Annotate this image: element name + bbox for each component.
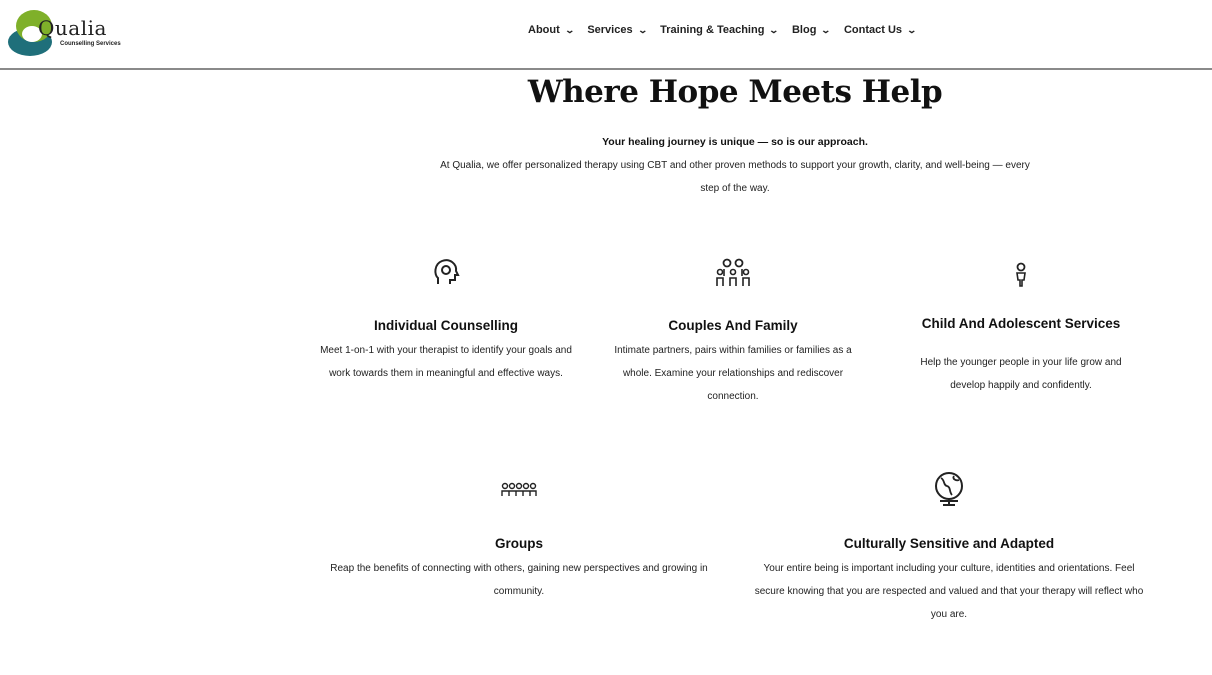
service-card-groups[interactable]: [318, 480, 720, 603]
chevron-down-icon: ⌄: [637, 24, 648, 35]
globe-icon: [932, 470, 966, 506]
service-title: Individual Counselling: [373, 318, 518, 333]
nav-label: Contact Us: [843, 24, 903, 36]
nav-label: Services: [587, 24, 633, 36]
nav-services[interactable]: [587, 24, 646, 36]
service-card-couples-family[interactable]: [602, 256, 864, 408]
main-nav: [528, 24, 916, 36]
logo-subtext: Counselling Services: [60, 41, 121, 47]
site-header: [0, 0, 1212, 70]
nav-about[interactable]: [528, 24, 573, 36]
family-icon: [715, 256, 751, 288]
hero-description: At Qualia, we offer personalized therapy using CBT and other proven methods to support your growth, clarity, and well-being — every step of the way.: [440, 160, 1030, 194]
chevron-down-icon: ⌄: [768, 24, 780, 35]
child-icon: [1014, 262, 1028, 288]
service-title: Couples And Family: [668, 318, 798, 333]
group-icon: [501, 480, 537, 498]
service-card-individual[interactable]: [316, 256, 576, 385]
logo-text: Qualia: [38, 16, 107, 40]
service-description: Meet 1-on-1 with your therapist to identify your goals and work towards them in meaningful and effective ways.: [320, 345, 572, 379]
service-description: Reap the benefits of connecting with others, gaining new perspectives and growing in community.: [330, 563, 708, 597]
service-description: Intimate partners, pairs within families or families as a whole. Examine your relationships and rediscover connection.: [614, 345, 852, 402]
chevron-down-icon: ⌄: [820, 24, 832, 35]
nav-label: Blog: [791, 24, 817, 36]
service-title: Culturally Sensitive and Adapted: [843, 536, 1055, 551]
nav-label: Training & Teaching: [660, 24, 765, 36]
nav-label: About: [528, 24, 560, 36]
nav-contact-us[interactable]: [844, 24, 916, 36]
nav-training-teaching[interactable]: [660, 24, 778, 36]
page-title: Where Hope Meets Help: [527, 74, 943, 110]
service-title: Child And Adolescent Services: [921, 316, 1121, 331]
hero-subtitle: Your healing journey is unique — so is our approach.: [602, 136, 868, 148]
service-card-cultural[interactable]: [754, 470, 1144, 626]
head-icon: [432, 256, 460, 288]
service-description: Your entire being is important including your culture, identities and orientations. Feel secure knowing that you are respected and valued and that your therapy will reflect who you are.: [754, 563, 1144, 620]
service-title: Groups: [494, 536, 543, 551]
qualia-logo[interactable]: [4, 4, 144, 62]
chevron-down-icon: ⌄: [906, 24, 918, 35]
chevron-down-icon: ⌄: [564, 24, 575, 35]
nav-blog[interactable]: [792, 24, 830, 36]
service-description: Help the younger people in your life grow and develop happily and confidently.: [920, 357, 1122, 391]
service-card-child-adolescent[interactable]: [896, 262, 1146, 397]
